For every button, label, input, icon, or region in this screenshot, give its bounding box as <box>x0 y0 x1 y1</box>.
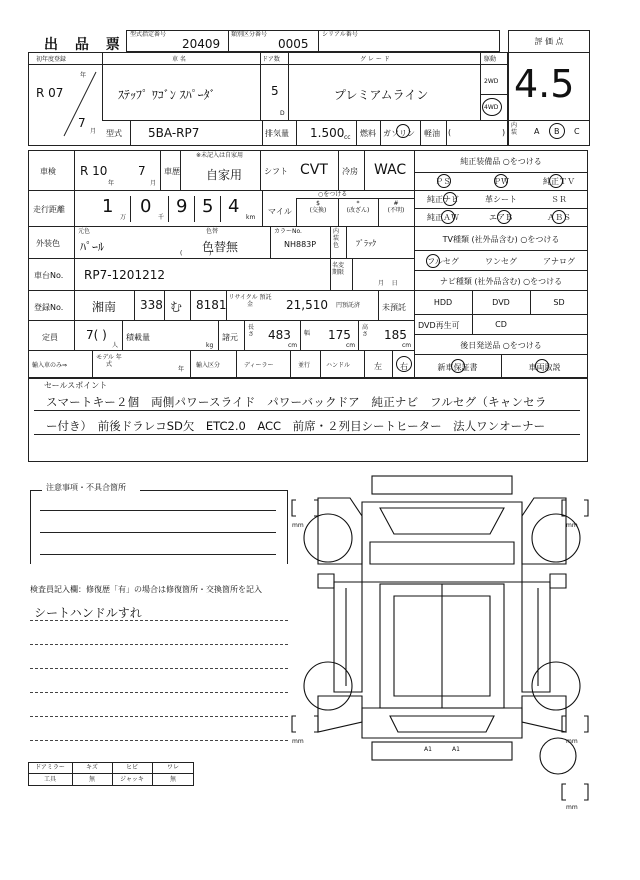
recycle-value: 21,510 <box>286 298 328 312</box>
car-diagram <box>290 472 600 802</box>
mm-rear-right: mm <box>566 738 578 745</box>
tv-fullseg: フルセグ <box>427 257 459 266</box>
format-label: 型式指定番号 <box>130 31 167 38</box>
equip-leather: 革シート <box>485 195 517 204</box>
mileage-digit-2: 0 <box>140 196 152 217</box>
equip-navi: 純正ナビ <box>427 195 459 204</box>
category-label: 類別区分番号 <box>231 31 268 38</box>
tv-label: TV種類 (社外品含む) ○をつける <box>442 235 560 244</box>
drive-label: 駆動 <box>484 56 497 63</box>
mm-spare: mm <box>566 804 578 811</box>
interior-grade-b: B <box>554 127 560 136</box>
dvd-cd: CD <box>495 320 507 329</box>
ac-label: 冷房 <box>342 167 358 176</box>
import-cat-label: 輸入区分 <box>196 362 221 369</box>
mileage-digit-1: 1 <box>102 196 114 217</box>
interior-label: 内 装 <box>511 122 518 136</box>
grade-label: グ レ ー ド <box>360 56 390 63</box>
equip-pw: ＰＷ <box>493 177 509 186</box>
format-number: 20409 <box>182 37 221 51</box>
int-color-value: ﾌﾞﾗｯｸ <box>356 239 376 248</box>
navi-dvd: DVD <box>492 298 510 307</box>
first-reg-month: 7 <box>78 116 86 130</box>
parallel-opt: 並行 <box>298 362 311 369</box>
orig-color-value: ﾊﾟｰﾙ <box>80 240 105 254</box>
reg-kana: む <box>170 300 183 314</box>
damage-mark-2: A1 <box>452 746 460 753</box>
sales-line-2: ー付き） 前後ドラレコSD欠 ETC2.0 ACC 前席・２列目シートヒーター 法人ワンオーナー <box>46 419 546 433</box>
navi-sd: SD <box>553 298 565 307</box>
fuel-circle <box>396 124 410 138</box>
tv-analog: アナログ <box>543 257 575 266</box>
score-value: 4.5 <box>514 62 575 106</box>
damage-mark-1: A1 <box>424 746 432 753</box>
interior-grade-circle <box>549 123 565 139</box>
chassis-label: 車台No. <box>34 271 64 280</box>
history-label: 車歴 <box>164 167 180 176</box>
score-label: 評 価 点 <box>534 37 564 46</box>
later-manual: 車両取説 <box>528 363 561 372</box>
equip-abs: ＡＢＳ <box>547 213 571 222</box>
length-value: 483 <box>268 328 291 342</box>
capacity-label: 定員 <box>42 333 58 342</box>
drive-circle <box>482 98 502 116</box>
height-value: 185 <box>384 328 407 342</box>
equip-sr: ＳＲ <box>551 195 567 204</box>
reg-class: 338 <box>140 298 163 312</box>
car-name: ｽﾃｯﾌﾟ ﾜｺﾞﾝ ｽﾊﾟｰﾀﾞ <box>118 88 216 102</box>
equip-aw: 純正ＡＷ <box>427 213 459 222</box>
import-label: 輸入車のみ⇒ <box>32 362 68 369</box>
dealer-opt: ディーラー <box>244 362 274 369</box>
inspection-month: 7 <box>138 164 146 178</box>
fuel-light-oil: 軽油 <box>424 129 440 138</box>
mileage-label: 走行距離 <box>33 205 65 214</box>
dvd-label: DVD再生可 <box>418 321 460 330</box>
dims-label: 諸元 <box>222 333 238 342</box>
handle-left: 左 <box>374 362 382 371</box>
fuel-gasoline: ガソリン <box>383 129 415 138</box>
handle-circle <box>396 356 412 372</box>
drive-2wd: 2WD <box>484 78 499 85</box>
mileage-digit-5: 4 <box>228 196 240 217</box>
tv-oneseg: ワンセグ <box>485 257 517 266</box>
load-label: 積載量 <box>126 333 150 342</box>
mileage-digit-4: 5 <box>202 196 214 217</box>
mileage-digit-3: 9 <box>176 196 188 217</box>
grade-value: プレミアムライン <box>334 88 429 102</box>
equip-airbag: エアＢ <box>489 213 513 222</box>
category-number: 0005 <box>278 37 309 51</box>
color-change-value: 色替無 <box>202 240 239 254</box>
handle-label: ハンドル <box>326 362 351 369</box>
caution-label: 注意事項・不具合箇所 <box>46 483 126 492</box>
navi-label: ナビ種類 (社外品含む) ○をつける <box>439 277 563 286</box>
genuine-label: 純正装備品 ○をつける <box>460 157 542 166</box>
reg-label: 登録No. <box>34 303 64 312</box>
drive-4wd: 4WD <box>484 104 499 111</box>
chassis-number: RP7-1201212 <box>84 268 165 282</box>
mile-label: マイル <box>268 207 292 216</box>
shift-value: CVT <box>300 162 328 178</box>
capacity-value: 7( ) <box>86 328 107 342</box>
reg-number: 8181 <box>196 298 227 312</box>
history-value: 自家用 <box>206 168 243 182</box>
mile-opt-tampered: * (改ざん) <box>346 200 370 214</box>
model-label: 型式 <box>106 129 122 138</box>
mile-opt-exchange: $ (交換) <box>309 200 327 214</box>
first-reg-label: 初年度登録 <box>36 56 67 63</box>
inspection-value: R 10 <box>80 164 108 178</box>
mm-rear-left: mm <box>292 738 304 745</box>
handle-right: 右 <box>400 362 408 371</box>
shift-label: シフト <box>264 167 288 176</box>
interior-grade-a: A <box>534 127 540 136</box>
ac-value: WAC <box>374 162 407 178</box>
later-warranty: 新車保証書 <box>437 363 478 372</box>
model-code: 5BA-RP7 <box>148 126 200 140</box>
sales-line-1: スマートキー２個 両側パワースライド パワーバックドア 純正ナビ フルセグ（キャンセラ <box>46 395 547 409</box>
recycle-status: 未預託 <box>382 303 406 312</box>
interior-grade-c: C <box>574 127 580 136</box>
displacement-label: 排気量 <box>265 129 289 138</box>
displacement-value: 1.500 <box>310 126 345 140</box>
door-count: 5 <box>271 84 279 98</box>
later-label: 後日発送品 ○をつける <box>460 341 542 350</box>
name-label: 車 名 <box>172 56 186 63</box>
inspection-label: 車検 <box>40 167 56 176</box>
navi-hdd: HDD <box>433 298 453 307</box>
inspector-label: 検査員記入欄：修復歴「有」の場合は修復箇所・交換箇所を記入 <box>30 585 262 594</box>
ext-color-label: 外装色 <box>36 239 60 248</box>
sales-label: セールスポイント <box>44 381 108 390</box>
mm-front-right: mm <box>566 522 578 529</box>
inspector-note: シートハンドルすれ <box>34 606 142 620</box>
equip-ps: ＰＳ <box>435 177 451 186</box>
mm-front-left: mm <box>292 522 304 529</box>
mile-opt-unknown: # (不明) <box>387 200 405 214</box>
fuel-label: 燃料 <box>360 129 376 138</box>
first-reg-era: R 07 <box>36 86 64 100</box>
color-number: NH883P <box>284 240 317 249</box>
page-title: 出 品 票 <box>44 37 126 53</box>
width-value: 175 <box>328 328 351 342</box>
caution-box <box>30 490 288 564</box>
serial-label: シリアル番号 <box>322 31 358 38</box>
reg-area: 湘南 <box>92 300 117 314</box>
doors-label: ドア数 <box>262 56 280 63</box>
equip-tv: 純正ＴＶ <box>543 177 575 186</box>
